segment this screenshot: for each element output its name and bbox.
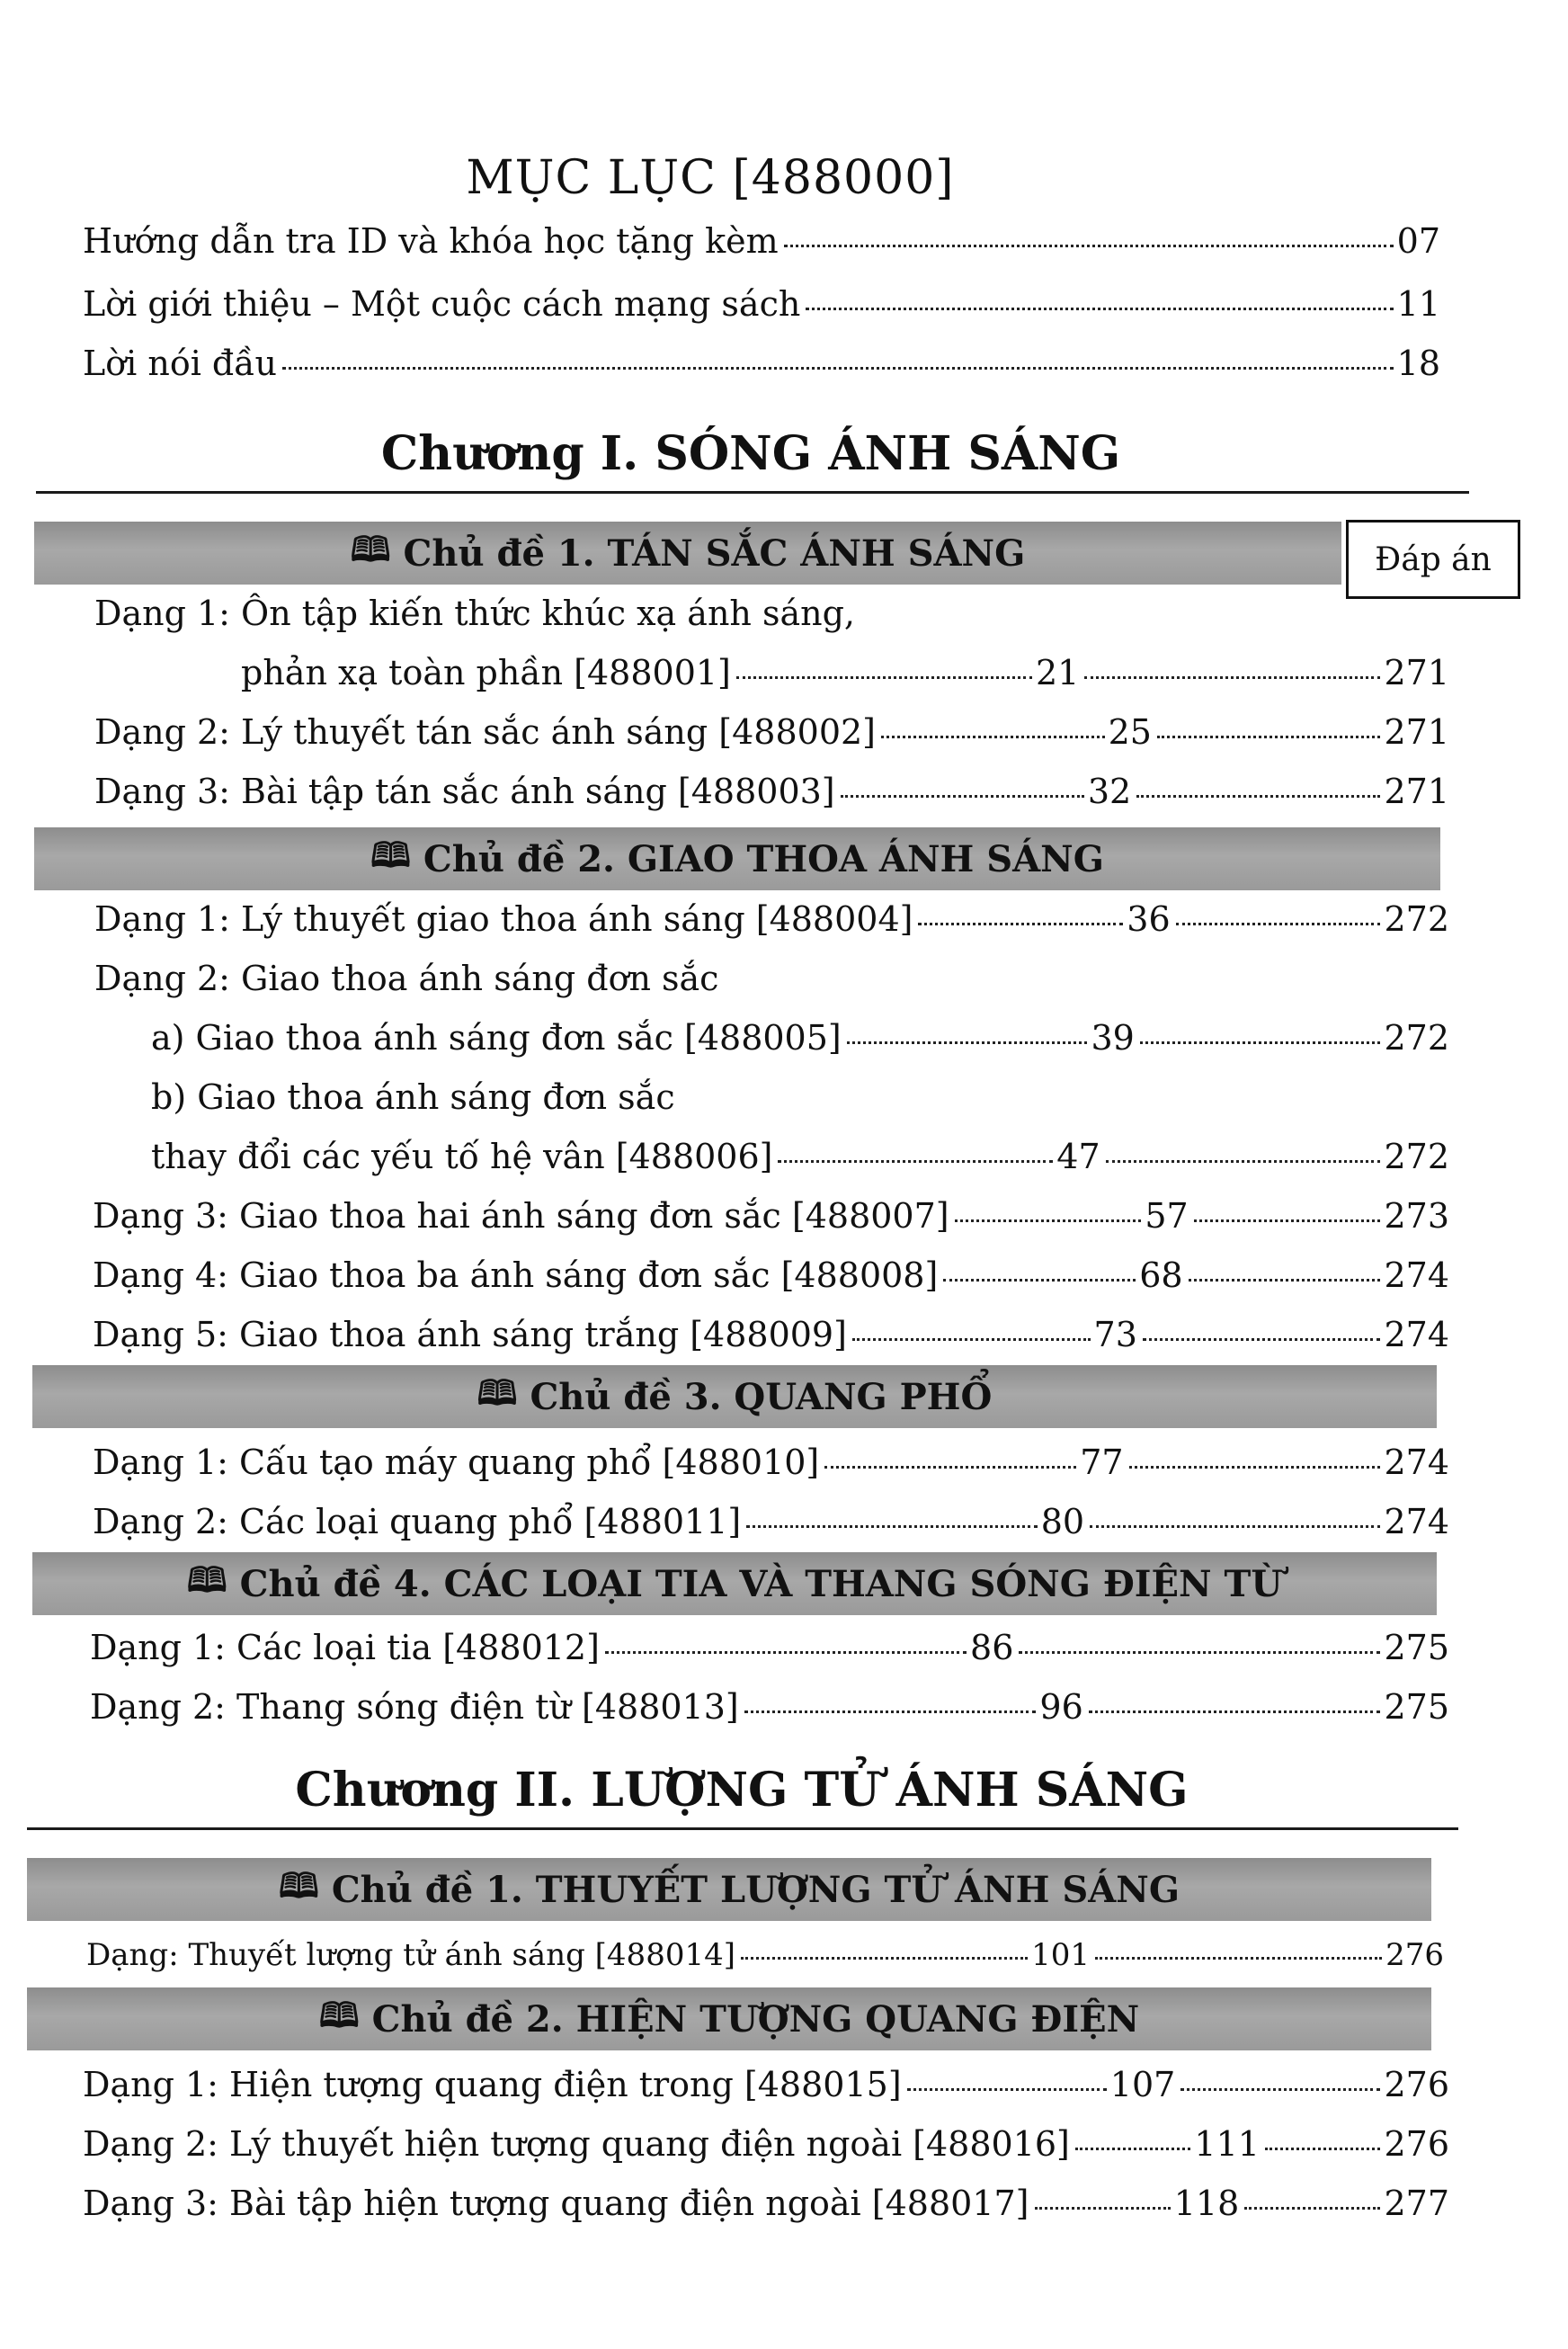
leader-dots: [1136, 795, 1380, 798]
entry-label: phản xạ toàn phần [488001]: [241, 653, 731, 692]
entry-answer-page: 272: [1384, 899, 1450, 939]
title-code: [488000]: [732, 151, 955, 205]
book-icon: 🕮: [318, 1994, 360, 2035]
entry-answer-page: 277: [1384, 2184, 1449, 2223]
chapter-heading-1: Chương I. SÓNG ÁNH SÁNG: [380, 426, 1121, 481]
chapter-rule-2: [27, 1827, 1458, 1830]
leader-dots: [1095, 1957, 1382, 1960]
toc-entry-introduction[interactable]: [83, 284, 1440, 324]
entry-label: Dạng 3: Bài tập hiện tượng quang điện ngoài [488017]: [83, 2184, 1029, 2223]
entry-page: 32: [1087, 772, 1132, 811]
leader-dots: [746, 1525, 1037, 1528]
entry-label: Lời nói đầu: [83, 344, 278, 383]
toc-entry[interactable]: [86, 1937, 1444, 1973]
entry-page: 07: [1396, 221, 1440, 261]
entry-answer-page: 274: [1384, 1255, 1449, 1295]
entry-label: Dạng 2: Lý thuyết hiện tượng quang điện ngoài [488016]: [83, 2124, 1070, 2164]
entry-label: Dạng 2: Giao thoa ánh sáng đơn sắc: [94, 959, 719, 998]
title-main: MỤC LỤC: [466, 151, 717, 205]
entry-answer-page: 271: [1384, 712, 1449, 752]
toc-entry[interactable]: [83, 2184, 1449, 2223]
entry-label: Dạng 1: Các loại tia [488012]: [90, 1628, 600, 1667]
entry-label: Dạng 2: Thang sóng điện từ [488013]: [90, 1687, 739, 1727]
toc-entry[interactable]: [94, 899, 1449, 939]
leader-dots: [806, 308, 1393, 310]
toc-entry[interactable]: [93, 1315, 1449, 1354]
entry-answer-page: 274: [1384, 1502, 1450, 1541]
book-icon: 🕮: [370, 834, 411, 875]
book-icon: 🕮: [350, 528, 391, 569]
leader-dots: [1157, 736, 1381, 738]
entry-page: 57: [1145, 1196, 1189, 1236]
leader-dots: [907, 2088, 1107, 2091]
topic-title: Chủ đề 1. THUYẾT LƯỢNG TỬ ÁNH SÁNG: [331, 1868, 1180, 1911]
leader-dots: [736, 676, 1032, 679]
entry-page: 36: [1127, 899, 1171, 939]
leader-dots: [824, 1466, 1076, 1469]
entry-answer-page: 274: [1384, 1442, 1449, 1482]
leader-dots: [1035, 2207, 1171, 2210]
entry-label: Dạng 2: Các loại quang phổ [488011]: [93, 1502, 742, 1541]
book-icon: 🕮: [279, 1864, 319, 1906]
chapter-heading-2: Chương II. LƯỢNG TỬ ÁNH SÁNG: [295, 1763, 1189, 1818]
leader-dots: [1084, 676, 1380, 679]
toc-entry[interactable]: [83, 2124, 1449, 2164]
leader-dots: [744, 1710, 1037, 1713]
leader-dots: [1019, 1651, 1380, 1654]
toc-entry[interactable]: [94, 594, 855, 633]
entry-answer-page: 275: [1384, 1628, 1449, 1667]
entry-page: 77: [1080, 1442, 1124, 1482]
entry-page: 101: [1031, 1937, 1090, 1973]
leader-dots: [881, 736, 1105, 738]
entry-label: Dạng: Thuyết lượng tử ánh sáng [488014]: [86, 1937, 735, 1973]
entry-page: 86: [970, 1628, 1014, 1667]
entry-page: 80: [1040, 1502, 1085, 1541]
leader-dots: [282, 367, 1394, 370]
topic-title: Chủ đề 2. GIAO THOA ÁNH SÁNG: [423, 837, 1104, 880]
topic-band-2-2: [27, 1987, 1431, 2050]
entry-page: 25: [1108, 712, 1152, 752]
entry-page: 21: [1036, 653, 1080, 692]
leader-dots: [943, 1279, 1136, 1282]
entry-label: Dạng 2: Lý thuyết tán sắc ánh sáng [488002]: [94, 712, 877, 752]
leader-dots: [918, 923, 1123, 925]
leader-dots: [1129, 1466, 1381, 1469]
toc-entry-preface[interactable]: [83, 344, 1440, 383]
entry-page: 39: [1091, 1018, 1135, 1058]
leader-dots: [1143, 1338, 1381, 1341]
entry-answer-page: 274: [1384, 1315, 1450, 1354]
topic-title: Chủ đề 4. CÁC LOẠI TIA VÀ THANG SÓNG ĐIỆN TỪ: [239, 1562, 1283, 1605]
toc-entry[interactable]: [93, 1196, 1449, 1236]
entry-answer-page: 276: [1384, 2124, 1450, 2164]
toc-entry[interactable]: [93, 1502, 1449, 1541]
entry-label: Dạng 1: Cấu tạo máy quang phổ [488010]: [93, 1442, 820, 1482]
leader-dots: [1244, 2207, 1380, 2210]
topic-band-1-3: [32, 1365, 1437, 1428]
topic-band-1-1: [34, 522, 1341, 585]
leader-dots: [1075, 2148, 1191, 2150]
entry-page: 73: [1093, 1315, 1137, 1354]
leader-dots: [847, 1041, 1088, 1044]
leader-dots: [605, 1651, 967, 1654]
leader-dots: [1176, 923, 1381, 925]
leader-dots: [1089, 1710, 1381, 1713]
leader-dots: [955, 1219, 1142, 1222]
toc-entry[interactable]: [93, 1442, 1449, 1482]
leader-dots: [741, 1957, 1028, 1960]
leader-dots: [1194, 1219, 1381, 1222]
toc-entry[interactable]: [151, 1077, 675, 1117]
entry-page: 47: [1056, 1137, 1100, 1176]
entry-label: b) Giao thoa ánh sáng đơn sắc: [151, 1077, 675, 1117]
entry-label: Hướng dẫn tra ID và khóa học tặng kèm: [83, 221, 779, 261]
topic-band-2-1: [27, 1858, 1431, 1921]
book-icon: 🕮: [186, 1559, 227, 1600]
page-title: [0, 151, 1421, 205]
entry-page: 96: [1039, 1687, 1083, 1727]
toc-entry[interactable]: [94, 959, 718, 998]
entry-answer-page: 276: [1384, 2065, 1449, 2104]
toc-entry[interactable]: [94, 772, 1449, 811]
toc-entry[interactable]: [94, 712, 1449, 752]
leader-dots: [784, 245, 1394, 247]
entry-answer-page: 275: [1384, 1687, 1449, 1727]
entry-answer-page: 276: [1385, 1937, 1444, 1973]
entry-page: 118: [1173, 2184, 1240, 2223]
entry-page: 11: [1396, 284, 1440, 324]
answer-column-header: Đáp án: [1346, 520, 1520, 599]
leader-dots: [1090, 1525, 1380, 1528]
leader-dots: [778, 1160, 1053, 1163]
topic-title: Chủ đề 1. TÁN SẮC ÁNH SÁNG: [403, 531, 1026, 575]
toc-entry[interactable]: [90, 1687, 1449, 1727]
topic-title: Chủ đề 2. HIỆN TƯỢNG QUANG ĐIỆN: [371, 1997, 1140, 2041]
leader-dots: [1140, 1041, 1381, 1044]
toc-entry-guide[interactable]: [83, 221, 1440, 261]
entry-label: a) Giao thoa ánh sáng đơn sắc [488005]: [151, 1018, 842, 1058]
entry-label: Dạng 5: Giao thoa ánh sáng trắng [488009]: [93, 1315, 847, 1354]
chapter-rule-1: [36, 491, 1469, 494]
entry-label: Lời giới thiệu – Một cuộc cách mạng sách: [83, 284, 801, 324]
entry-label: Dạng 1: Lý thuyết giao thoa ánh sáng [488004]: [94, 899, 913, 939]
entry-label: thay đổi các yếu tố hệ vân [488006]: [151, 1137, 773, 1176]
leader-dots: [1106, 1160, 1381, 1163]
toc-entry[interactable]: [90, 1628, 1449, 1667]
leader-dots: [841, 795, 1084, 798]
entry-page: 18: [1396, 344, 1440, 383]
leader-dots: [1265, 2148, 1381, 2150]
entry-answer-page: 272: [1384, 1018, 1450, 1058]
entry-label: Dạng 3: Giao thoa hai ánh sáng đơn sắc [488007]: [93, 1196, 949, 1236]
entry-page: 111: [1194, 2124, 1260, 2164]
entry-answer-page: 272: [1384, 1137, 1449, 1176]
toc-entry[interactable]: [93, 1255, 1449, 1295]
entry-label: Dạng 3: Bài tập tán sắc ánh sáng [488003]: [94, 772, 835, 811]
topic-title: Chủ đề 3. QUANG PHỔ: [530, 1375, 993, 1418]
toc-entry[interactable]: [151, 1137, 1449, 1176]
leader-dots: [1189, 1279, 1381, 1282]
toc-entry[interactable]: [83, 2065, 1449, 2104]
leader-dots: [1180, 2088, 1380, 2091]
entry-answer-page: 271: [1384, 653, 1449, 692]
entry-page: 68: [1139, 1255, 1183, 1295]
topic-band-1-4: [32, 1552, 1437, 1615]
topic-band-1-2: [34, 827, 1440, 890]
entry-label: Dạng 4: Giao thoa ba ánh sáng đơn sắc [488008]: [93, 1255, 939, 1295]
entry-answer-page: 273: [1384, 1196, 1449, 1236]
leader-dots: [852, 1338, 1091, 1341]
entry-page: 107: [1109, 2065, 1176, 2104]
toc-entry[interactable]: [241, 653, 1449, 692]
book-icon: 🕮: [477, 1371, 518, 1413]
entry-answer-page: 271: [1384, 772, 1450, 811]
entry-label: Dạng 1: Ôn tập kiến thức khúc xạ ánh sáng,: [94, 594, 856, 633]
toc-entry[interactable]: [151, 1018, 1449, 1058]
entry-label: Dạng 1: Hiện tượng quang điện trong [488015]: [83, 2065, 902, 2104]
